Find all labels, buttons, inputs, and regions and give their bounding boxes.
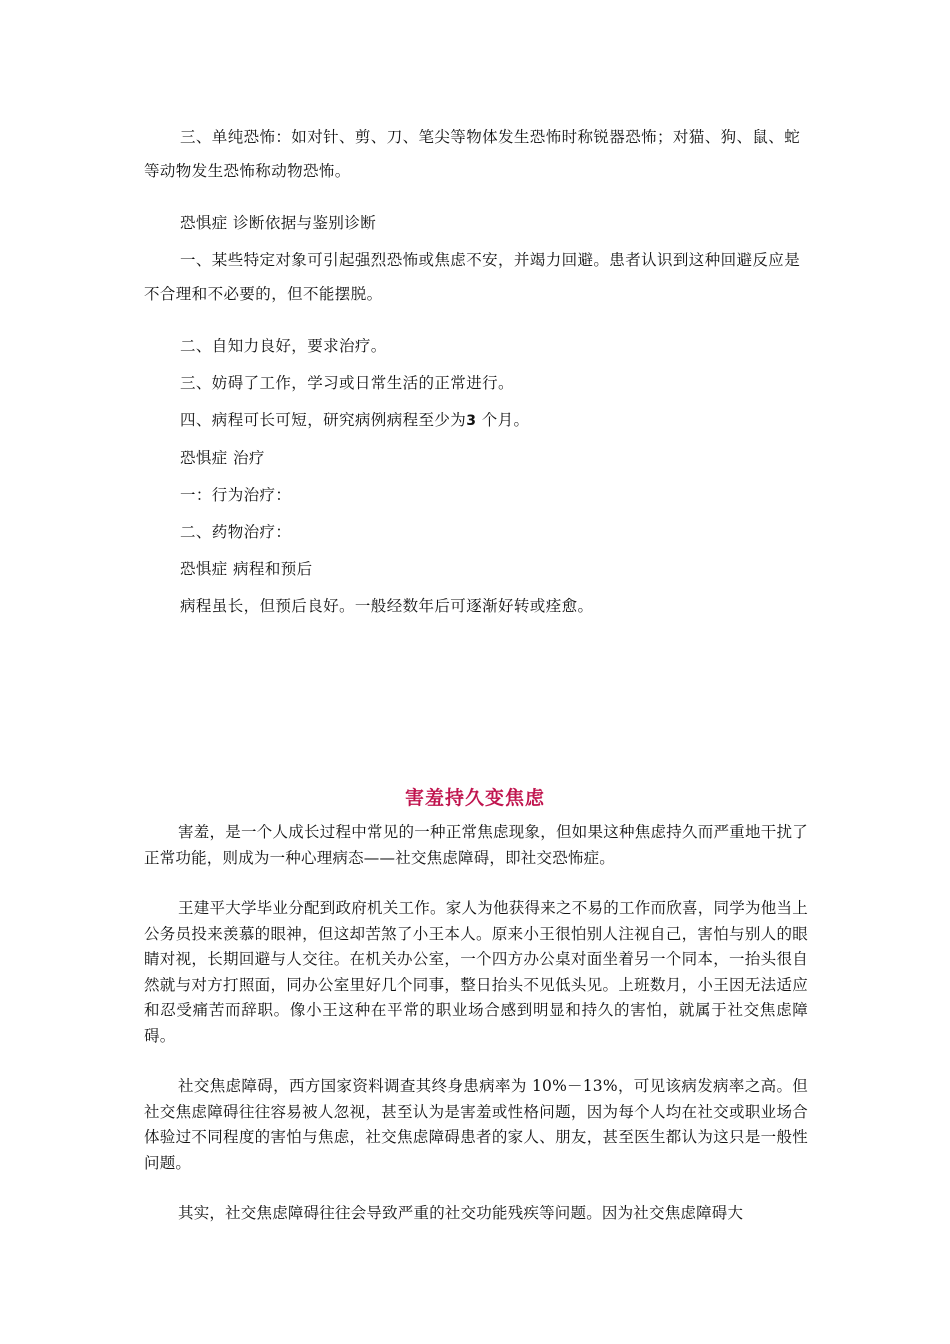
treatment-item-2: 二、药物治疗： (180, 523, 292, 541)
article-paragraph-4: 其实，社交焦虑障碍往往会导致严重的社交功能残疾等问题。因为社交焦虑障碍大 (178, 1204, 744, 1222)
article-paragraph-2: 王建平大学毕业分配到政府机关工作。家人为他获得来之不易的工作而欣喜，同学为他当上公务员投来羡慕的眼神，但这却苦煞了小王本人。原来小王很怕别人注视自己，害怕与别人的眼睛对视，长期回避与人交往。在机关办公室，一个四方办公桌对面坐着另一个同本，一抬头很自然就与对方打照面，同办公室里好几个同事，整日抬头不见低头见。上班数月，小王因无法适应和忍受痛苦而辞职。像小王这种在平常的职业场合感到明显和持久的害怕，就属于社交焦虑障碍。 (144, 899, 808, 1045)
diagnosis-item-1: 一、某些特定对象可引起强烈恐怖或焦虑不安，并竭力回避。患者认识到这种回避反应是不合理和不必要的，但不能摆脱。 (144, 251, 801, 303)
article-paragraph-3: 社交焦虑障碍，西方国家资料调查其终身患病率为 10%－13%，可见该病发病率之高。但社交焦虑障碍往往容易被人忽视，甚至认为是害羞或性格问题，因为每个人均在社交或职业场合体验过不同程度的害怕与焦虑，社交焦虑障碍患者的家人、朋友，甚至医生都认为这只是一般性问题。 (144, 1077, 808, 1172)
course-text-after: 个月。 (481, 411, 530, 429)
diagnosis-item-4 (144, 403, 808, 438)
simple-phobia-paragraph: 三、单纯恐怖：如对针、剪、刀、笔尖等物体发生恐怖时称锐器恐怖；对猫、狗、鼠、蛇等动物发生恐怖称动物恐怖。 (144, 128, 801, 180)
article-body (144, 820, 808, 1252)
diagnosis-item-2: 二、自知力良好，要求治疗。 (180, 337, 387, 355)
diagnosis-heading: 恐惧症 诊断依据与鉴别诊断 (180, 214, 377, 232)
treatment-item-1: 一：行为治疗： (180, 486, 292, 504)
article-title: 害羞持久变焦虑 (404, 787, 545, 809)
phobia-section (144, 120, 808, 626)
prognosis-heading: 恐惧症 病程和预后 (180, 560, 313, 578)
prognosis-text: 病程虽长，但预后良好。一般经数年后可逐渐好转或痊愈。 (180, 597, 594, 615)
article-paragraph-1: 害羞，是一个人成长过程中常见的一种正常焦虑现象，但如果这种焦虑持久而严重地干扰了正常功能，则成为一种心理病态——社交焦虑障碍，即社交恐怖症。 (144, 823, 808, 867)
course-months-number: 3 (466, 413, 477, 429)
diagnosis-item-3: 三、妨碍了工作，学习或日常生活的正常进行。 (180, 374, 514, 392)
treatment-heading: 恐惧症 治疗 (180, 449, 265, 467)
course-text-before: 四、病程可长可短，研究病例病程至少为 (180, 411, 467, 429)
